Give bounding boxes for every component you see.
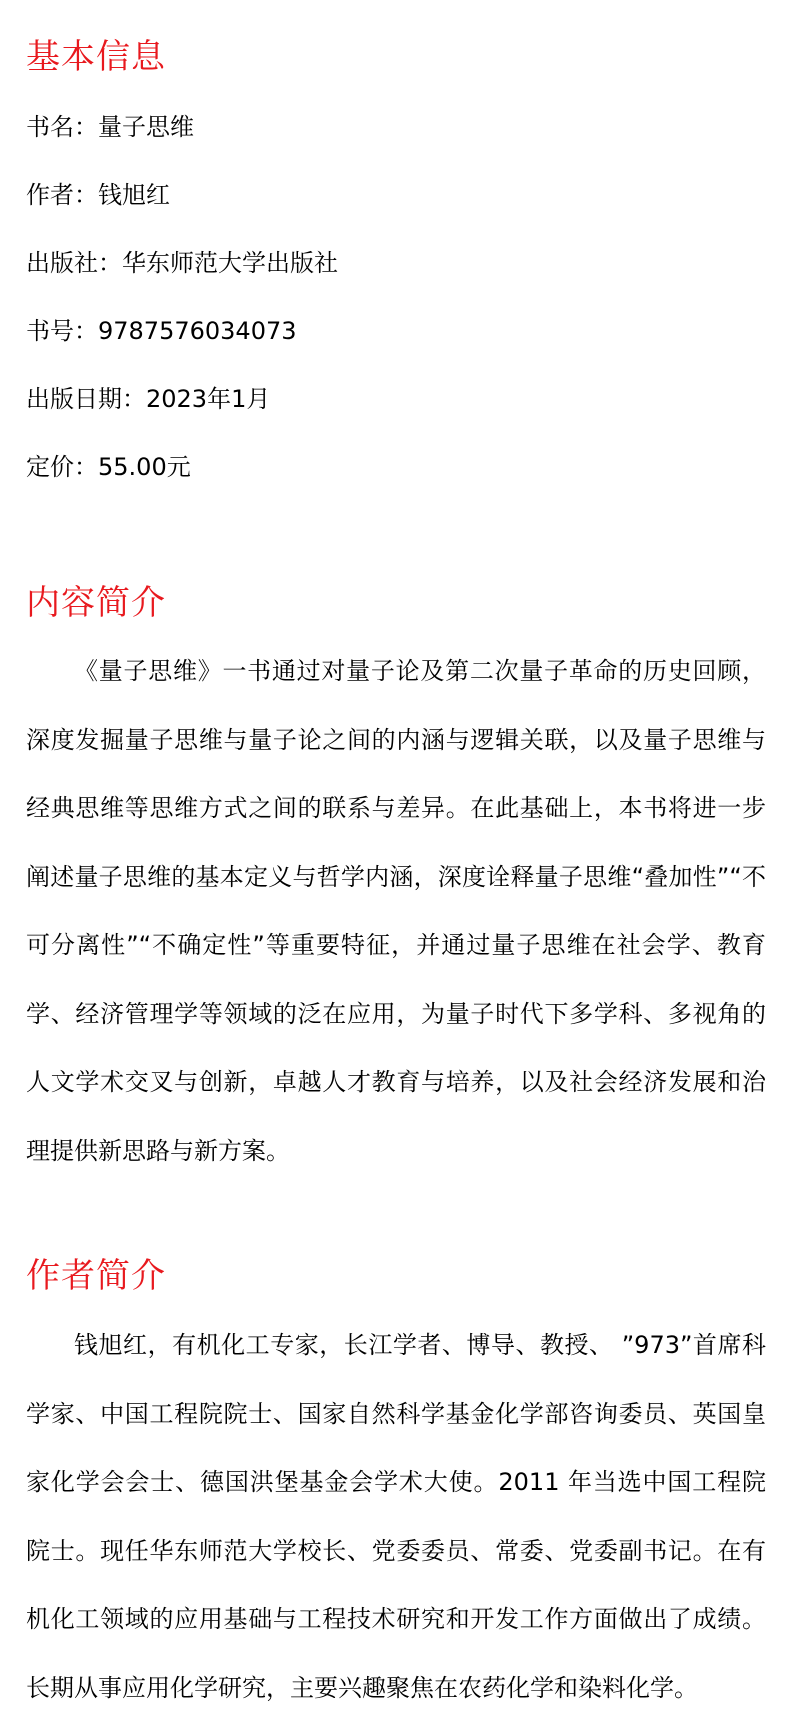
- info-label: 作者：: [26, 181, 98, 209]
- content-intro-paragraph: 《量子思维》一书通过对量子论及第二次量子革命的历史回顾，深度发掘量子思维与量子论之间的内涵与逻辑关联，以及量子思维与经典思维等思维方式之间的联系与差异。在此基础上，本书将进一步阐述量子思维的基本定义与哲学内涵，深度诠释量子思维“叠加性”“不可分离性”“不确定性”等重要特征，并通过量子思维在社会学、教育学、经济管理学等领域的泛在应用，为量子时代下多学科、多视角的人文学术交叉与创新，卓越人才教育与培养，以及社会经济发展和治理提供新思路与新方案。: [26, 657, 766, 1165]
- info-value: 2023年1月: [146, 385, 271, 413]
- basic-info-heading: 基本信息: [26, 37, 166, 77]
- info-row-isbn: [26, 314, 766, 348]
- info-label: 书名：: [26, 113, 98, 141]
- info-row-publisher: [26, 246, 766, 280]
- author-intro-heading: 作者简介: [26, 1256, 166, 1296]
- info-row-book-name: [26, 110, 766, 144]
- info-label: 定价：: [26, 453, 98, 481]
- info-row-price: [26, 450, 766, 484]
- info-value: 华东师范大学出版社: [122, 249, 338, 277]
- info-value: 9787576034073: [98, 317, 297, 345]
- info-value: 55.00元: [98, 453, 191, 481]
- basic-info-list: [26, 110, 766, 518]
- info-value: 量子思维: [98, 113, 194, 141]
- info-row-author: [26, 178, 766, 212]
- content-intro-heading: 内容简介: [26, 583, 166, 623]
- info-value: 钱旭红: [98, 181, 170, 209]
- author-intro-paragraph: 钱旭红，有机化工专家，长江学者、博导、教授、 ”973”首席科学家、中国工程院院士、国家自然科学基金化学部咨询委员、英国皇家化学会会士、德国洪堡基金会学术大使。2011 年当选中国工程院院士。现任华东师范大学校长、党委委员、常委、党委副书记。在有机化工领域的应用基础与工程技术研究和开发工作方面做出了成绩。长期从事应用化学研究，主要兴趣聚焦在农药化学和染料化学。: [26, 1331, 766, 1702]
- info-row-publish-date: [26, 382, 766, 416]
- info-label: 书号：: [26, 317, 98, 345]
- info-label: 出版日期：: [26, 385, 146, 413]
- info-label: 出版社：: [26, 249, 122, 277]
